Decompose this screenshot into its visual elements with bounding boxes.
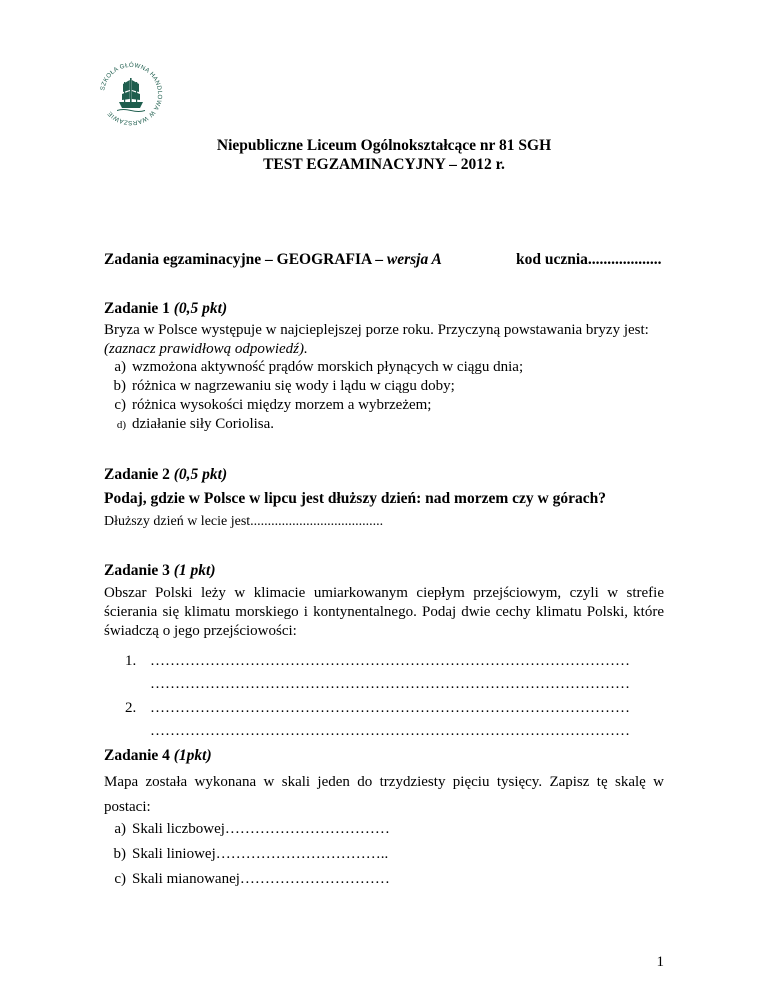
option-label: b)	[113, 846, 126, 862]
q3-item-2-line-1[interactable]: ……………………………………………………………………………………	[150, 700, 630, 716]
q2-title: Zadanie 2	[104, 466, 174, 483]
q1-heading	[104, 299, 227, 318]
option-text: Skali liczbowej……………………………	[132, 821, 390, 837]
option-text: wzmożona aktywność prądów morskich płynących w ciągu dnia;	[132, 359, 524, 375]
subject-line	[104, 250, 442, 269]
subject-version: wersja A	[386, 251, 442, 268]
q3-points: (1 pkt)	[173, 562, 216, 579]
q2-heading	[104, 465, 227, 484]
option-text: różnica wysokości między morzem a wybrzeżem;	[132, 397, 432, 413]
q3-text: Obszar Polski leży w klimacie umiarkowanym ciepłym przejściowym, czyli w strefie ścierania się klimatu morskiego i kontynentalnego. Podaj dwie cechy klimatu Polski, które świadczą o jego przejściowości:	[104, 585, 664, 639]
q4-option-b[interactable]	[104, 845, 388, 864]
page-number: 1	[656, 954, 664, 970]
option-label: b)	[113, 378, 126, 394]
q1-option-c[interactable]	[104, 396, 431, 415]
q3-item-1-line-2[interactable]: ……………………………………………………………………………………	[150, 676, 630, 692]
q3-item-2-label: 2.	[125, 700, 137, 716]
q1-title: Zadanie 1	[104, 300, 174, 317]
option-text: działanie siły Coriolisa.	[132, 416, 275, 432]
q3-item-1-line-1[interactable]: ……………………………………………………………………………………	[150, 653, 630, 669]
student-code: kod ucznia...................	[516, 251, 662, 268]
q2-answer-line[interactable]: Dłuższy dzień w lecie jest......................................	[104, 514, 384, 529]
q4-option-c[interactable]	[104, 870, 390, 889]
q3-item-2-line-2[interactable]: ……………………………………………………………………………………	[150, 723, 630, 739]
school-name: Niepubliczne Liceum Ogólnokształcące nr 81 SGH	[216, 137, 552, 154]
q1-points: (0,5 pkt)	[173, 300, 228, 317]
q2-points: (0,5 pkt)	[173, 466, 228, 483]
q2-question: Podaj, gdzie w Polsce w lipcu jest dłuższy dzień: nad morzem czy w górach?	[104, 490, 606, 507]
q3-heading	[104, 561, 216, 580]
seal-text: SZKOŁA GŁÓWNA HANDLOWA W WARSZAWIE	[99, 61, 164, 127]
q1-text: Bryza w Polsce występuje w najcieplejszej porze roku. Przyczyną powstawania bryzy jest:	[104, 322, 649, 338]
option-text: Skali mianowanej…………………………	[132, 871, 390, 887]
ship-icon	[117, 78, 145, 112]
q4-points: (1pkt)	[173, 747, 212, 764]
q1-option-b[interactable]	[104, 377, 455, 396]
q1-hint: (zaznacz prawidłową odpowiedź).	[104, 341, 308, 357]
seal-icon	[95, 58, 167, 130]
q4-text: Mapa została wykonana w skali jeden do trzydziesty pięciu tysięcy. Zapisz tę skalę w postaci:	[104, 774, 664, 815]
q4-heading	[104, 746, 212, 765]
q1-option-a[interactable]	[104, 358, 523, 377]
option-label: a)	[114, 821, 126, 837]
q4-option-a[interactable]	[104, 820, 390, 839]
q1-option-d[interactable]	[104, 415, 274, 435]
option-label: d)	[116, 419, 126, 431]
q3-item-1-label: 1.	[125, 653, 137, 669]
subject-prefix: Zadania egzaminacyjne – GEOGRAFIA –	[104, 251, 387, 268]
option-text: różnica w nagrzewaniu się wody i lądu w ciągu doby;	[132, 378, 455, 394]
option-label: c)	[114, 397, 126, 413]
q4-title: Zadanie 4	[104, 747, 174, 764]
school-seal-logo	[95, 58, 167, 130]
q3-title: Zadanie 3	[104, 562, 174, 579]
option-text: Skali liniowej……………………………..	[132, 846, 389, 862]
option-label: c)	[114, 871, 126, 887]
test-title: TEST EGZAMINACYJNY – 2012 r.	[263, 156, 505, 173]
option-label: a)	[114, 359, 126, 375]
